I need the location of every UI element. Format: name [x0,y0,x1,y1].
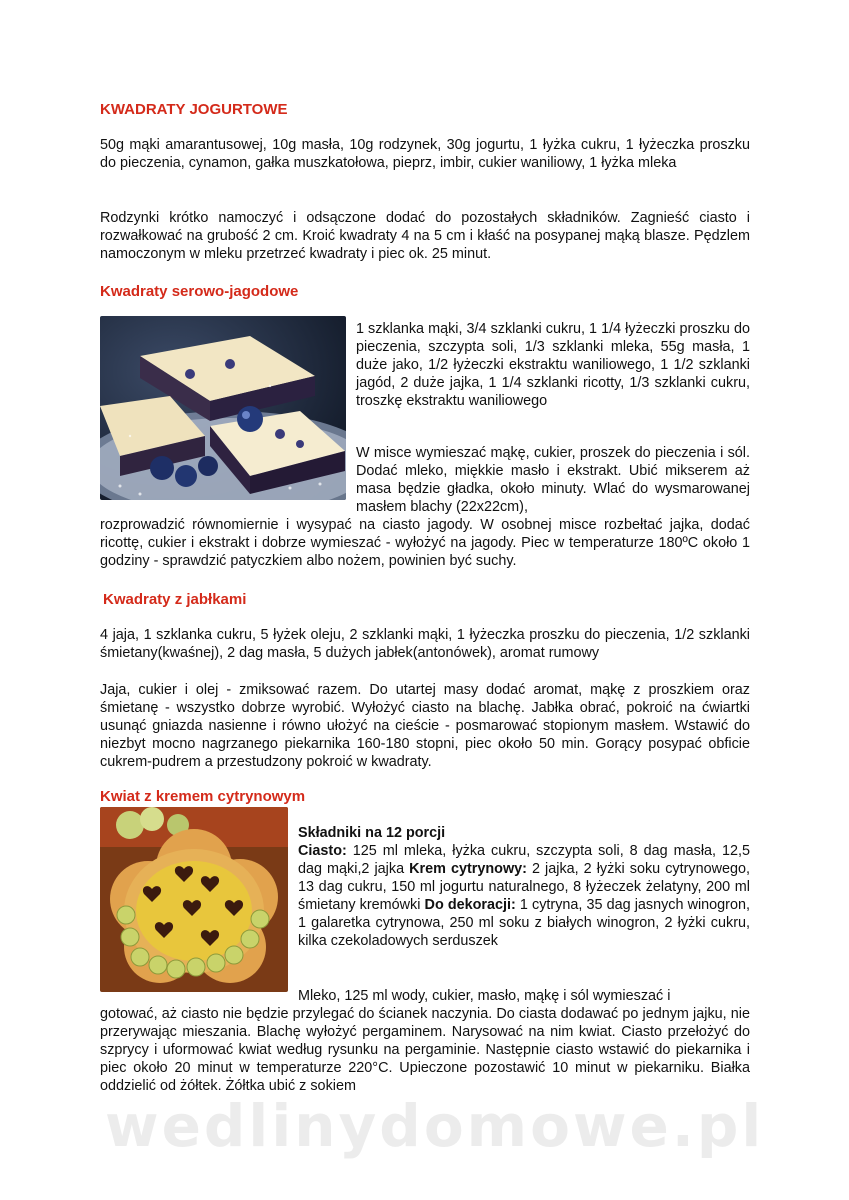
recipe-title-kwadraty-jogurtowe: KWADRATY JOGURTOWE [100,101,288,118]
lemon-cream-ingredients: 2 jajka, 2 łyżki soku cytrynowego, 13 dag cukru, 150 ml jogurtu naturalnego, 8 łyżeczek żelatyny, 200 ml śmietany kremówki [298,861,750,913]
recipe4-servings: Składniki na 12 porcji [298,825,446,841]
watermark: wedlinydomowe.pl [105,1092,765,1160]
recipe3-ingredients: 4 jaja, 1 szklanka cukru, 5 łyżek oleju, 2 szklanki mąki, 1 łyżeczka proszku do pieczenia, 1/2 szklanki śmietany(kwaśnej), 2 dag masła, 5 dużych jabłek(antonówek), aromat rumowy [100,627,750,661]
decoration-label: Do dekoracji: [424,897,516,913]
recipe4-method-part2: gotować, aż ciasto nie będzie przylegać do ścianek naczynia. Do ciasta dodawać po jednym jajku, nie przerywając mieszania. Blachę wyłożyć pergaminem. Narysować na nim kwiat. Ciasto przełożyć do szprycy i uformować kwiat według rysunku na pergaminie. Następnie ciasto wstawić do piekarnika i piec około 20 minut w temperaturze 220°C. Upieczone pozostawić 10 minut w piekarniku. Białka oddzielić od żółtek. Żółtka ubić z sokiem [100,1006,750,1094]
recipe-page [100,0,750,1200]
recipe1-ingredients: 50g mąki amarantusowej, 10g masła, 10g rodzynek, 30g jogurtu, 1 łyżka cukru, 1 łyżeczka proszku do pieczenia, cynamon, gałka muszkatołowa, pieprz, imbir, cukier waniliowy, 1 łyżka mleka [100,137,750,171]
recipe1-method: Rodzynki krótko namoczyć i odsączone dodać do pozostałych składników. Zagnieść ciasto i rozwałkować na grubość 2 cm. Kroić kwadraty 4 na 5 cm i kłaść na posypanej mąką blasze. Pędzlem namoczonym w mleku przetrzeć kwadraty i piec ok. 25 minut. [100,210,750,262]
recipe3-method: Jaja, cukier i olej - zmiksować razem. Do utartej masy dodać aromat, mąkę z proszkiem oraz śmietanę - wszystko dobrze wyrobić. Wyłożyć ciasto na blachę. Jabłka obrać, pokroić na ćwiartki usunąć gniazda nasienne i równo ułożyć na cieście - posmarować stopionym masłem. Wstawić do niezbyt mocno nagrzanego piekarnika 160-180 stopni, piec około 50 min. Gorący posypać obficie cukrem-pudrem a przestudzony pokroić w kwadraty. [100,682,750,770]
dough-label: Ciasto: [298,843,347,859]
recipe2-method-part1: W misce wymieszać mąkę, cukier, proszek do pieczenia i sól. Dodać mleko, miękkie masło i ekstrakt. Ubić mikserem aż masa będzie gładka, około minuty. Wlać do wysmarowanej masłem blachy (22x22cm), [356,445,750,515]
dough-ingredients: 125 ml mleka, łyżka cukru, szczypta soli, 8 dag masła, 12,5 dag mąki,2 jajka [298,843,750,877]
recipe-title-z-jablkami: Kwadraty z jabłkami [103,591,247,608]
decoration-ingredients: 1 cytryna, 35 dag jasnych winogron, 1 galaretka cytrynowa, 250 ml soku z białych winogron, 2 łyżki cukru, kilka czekoladowych serduszek [298,897,750,949]
recipe4-method-part1: Mleko, 125 ml wody, cukier, masło, mąkę i sól wymieszać i [298,988,671,1004]
recipe2-ingredients: 1 szklanka mąki, 3/4 szklanki cukru, 1 1/4 łyżeczki proszku do pieczenia, szczypta soli, 1/3 szklanki mleka, 55g masła, 1 duże jako, 1/2 łyżeczki ekstraktu waniliowego, 1 1/2 szklanki jagód, 2 duże jajka, 1 1/4 szklanki ricotty, 1/3 szklanki cukru, troszkę ekstraktu waniliowego [356,321,750,409]
blueberry-cheesecake-bars-image [100,316,346,500]
recipe-title-kwiat-z-kremem: Kwiat z kremem cytrynowym [100,788,306,805]
lemon-cream-flower-cake-image [100,807,288,992]
recipe2-method-part2: rozprowadzić równomiernie i wysypać na ciasto jagody. W osobnej misce rozbełtać jajka, dodać ricottę, cukier i ekstrakt i dobrze wymieszać - wyłożyć na jagody. Piec w temperaturze 180ºC około 1 godziny - sprawdzić patyczkiem albo nożem, powinien być suchy. [100,517,750,569]
lemon-cream-label: Krem cytrynowy: [409,861,527,877]
recipe4-ingredients [298,842,750,950]
recipe-title-serowo-jagodowe: Kwadraty serowo-jagodowe [100,283,299,300]
